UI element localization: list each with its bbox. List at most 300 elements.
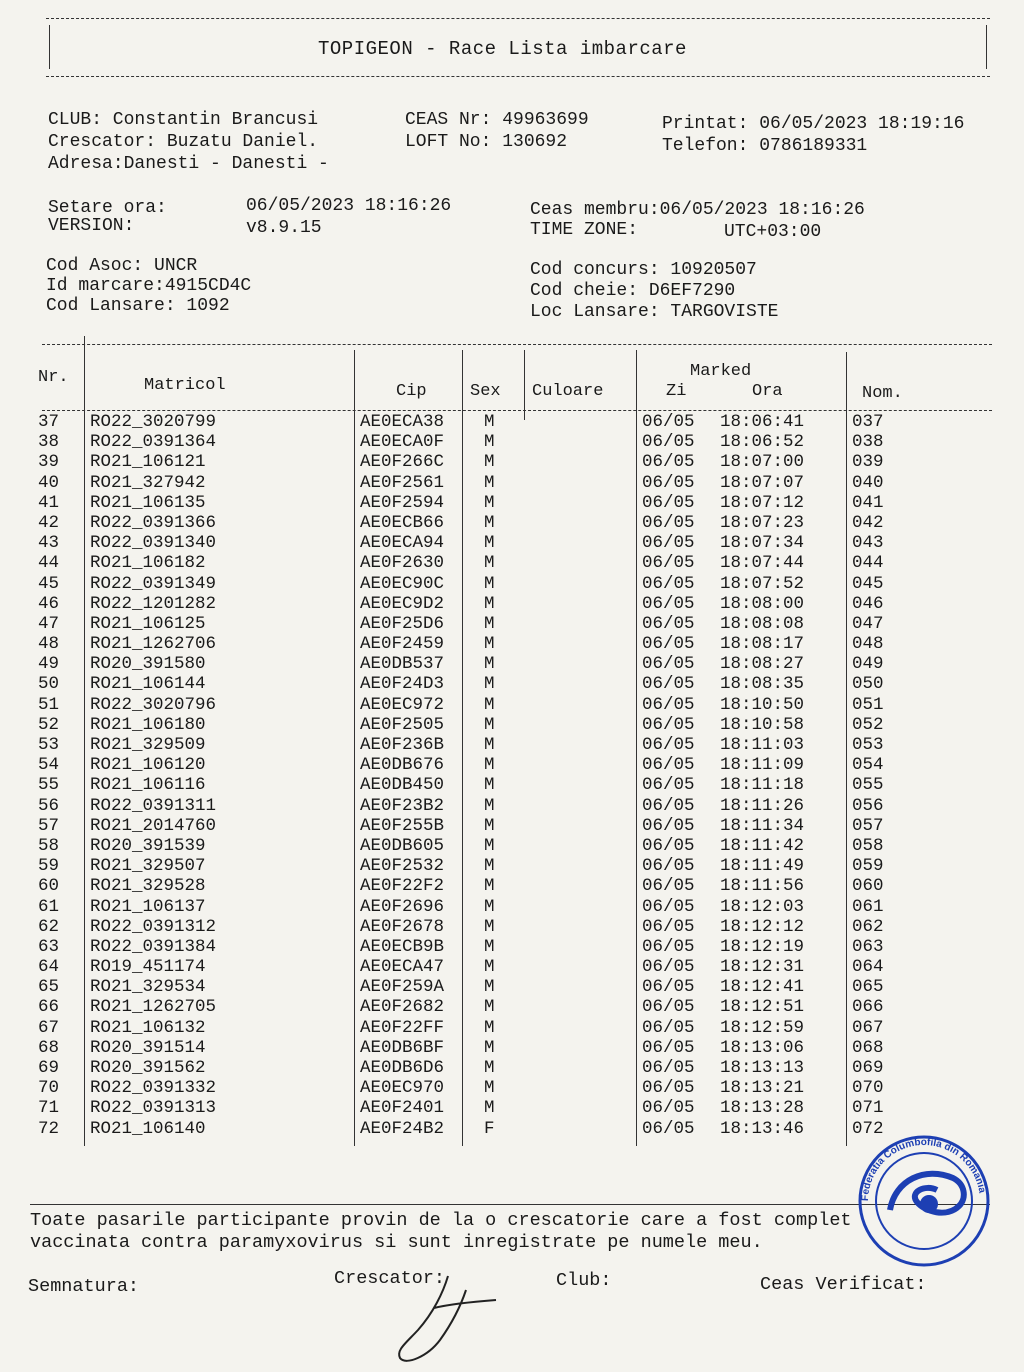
row-cip: AE0DB450 — [360, 775, 445, 796]
row-time: 18:12:19 — [720, 936, 805, 957]
row-sex: M — [484, 533, 495, 554]
row-nr: 64 — [38, 957, 60, 978]
row-nom: 042 — [852, 512, 884, 533]
row-day: 06/05 — [642, 694, 695, 715]
row-sex: M — [484, 492, 495, 513]
row-cip: AE0F2401 — [360, 1098, 445, 1119]
set-time-label: Setare ora: — [48, 198, 167, 218]
row-day: 06/05 — [642, 432, 695, 453]
row-day: 06/05 — [642, 1078, 695, 1099]
header-sex: Sex — [470, 382, 501, 401]
table-row — [34, 553, 994, 573]
release-location: Loc Lansare: TARGOVISTE — [530, 302, 779, 322]
row-matricol: RO21_329509 — [90, 735, 206, 755]
footer-rule — [30, 1204, 990, 1205]
row-day: 06/05 — [642, 1118, 695, 1139]
row-nr: 53 — [38, 735, 60, 755]
row-nr: 52 — [38, 714, 60, 735]
row-matricol: RO22_0391313 — [90, 1098, 217, 1119]
row-day: 06/05 — [642, 997, 695, 1018]
row-day: 06/05 — [642, 1058, 695, 1078]
row-matricol: RO20_391580 — [90, 654, 206, 675]
table-row — [34, 513, 994, 533]
row-sex: M — [484, 674, 495, 695]
row-nr: 39 — [38, 452, 60, 473]
table-row — [34, 715, 994, 735]
row-matricol: RO22_0391366 — [90, 512, 217, 533]
row-nr: 60 — [38, 876, 60, 897]
assoc-code: Cod Asoc: UNCR — [46, 256, 198, 276]
row-nr: 62 — [38, 916, 60, 937]
phone: Telefon: 0786189331 — [662, 136, 868, 156]
table-row — [34, 594, 994, 614]
row-nom: 049 — [852, 654, 884, 675]
row-matricol: RO22_0391332 — [90, 1078, 217, 1099]
row-nr: 47 — [38, 613, 60, 634]
table-row — [34, 917, 994, 937]
row-nr: 45 — [38, 573, 60, 594]
row-cip: AE0ECB66 — [360, 512, 445, 533]
table-row — [34, 977, 994, 997]
row-matricol: RO21_106121 — [90, 452, 206, 473]
row-nr: 48 — [38, 634, 60, 655]
row-day: 06/05 — [642, 977, 695, 998]
row-nom: 062 — [852, 916, 884, 937]
header-cip: Cip — [396, 382, 427, 401]
time-zone-label: TIME ZONE: — [530, 220, 639, 240]
row-matricol: RO22_0391349 — [90, 573, 217, 594]
row-matricol: RO21_327942 — [90, 472, 206, 493]
row-nr: 46 — [38, 593, 60, 614]
row-day: 06/05 — [642, 916, 695, 937]
row-nr: 68 — [38, 1037, 60, 1058]
row-sex: M — [484, 1058, 495, 1078]
row-cip: AE0F2561 — [360, 472, 445, 493]
row-matricol: RO22_0391312 — [90, 916, 217, 937]
row-day: 06/05 — [642, 1037, 695, 1058]
row-sex: M — [484, 815, 495, 836]
signature-label: Semnatura: — [28, 1276, 140, 1297]
row-sex: M — [484, 735, 495, 755]
row-matricol: RO21_106132 — [90, 1017, 206, 1038]
row-day: 06/05 — [642, 634, 695, 655]
row-time: 18:06:41 — [720, 412, 805, 432]
row-matricol: RO19_451174 — [90, 957, 206, 978]
row-matricol: RO20_391514 — [90, 1037, 206, 1058]
table-row — [34, 957, 994, 977]
club-signature-label: Club: — [556, 1270, 612, 1291]
table-row — [34, 876, 994, 896]
row-nom: 067 — [852, 1017, 884, 1038]
printed-date: Printat: 06/05/2023 18:19:16 — [662, 114, 965, 134]
row-day: 06/05 — [642, 573, 695, 594]
table-row — [34, 654, 994, 674]
table-row — [34, 1018, 994, 1038]
row-time: 18:13:13 — [720, 1058, 805, 1078]
pigeon-table — [34, 412, 994, 1139]
clock-number: CEAS Nr: 49963699 — [405, 110, 589, 130]
row-time: 18:10:50 — [720, 694, 805, 715]
row-matricol: RO21_329528 — [90, 876, 206, 897]
row-cip: AE0F255B — [360, 815, 445, 836]
row-day: 06/05 — [642, 512, 695, 533]
title-box-top — [46, 18, 990, 19]
row-nr: 54 — [38, 755, 60, 776]
row-sex: M — [484, 835, 495, 856]
row-cip: AE0EC90C — [360, 573, 445, 594]
row-matricol: RO22_0391384 — [90, 936, 217, 957]
row-nr: 63 — [38, 936, 60, 957]
row-time: 18:13:21 — [720, 1078, 805, 1099]
table-row — [34, 997, 994, 1017]
row-nr: 42 — [38, 512, 60, 533]
row-day: 06/05 — [642, 533, 695, 554]
row-matricol: RO22_3020799 — [90, 412, 217, 432]
row-time: 18:11:26 — [720, 795, 805, 816]
row-time: 18:11:42 — [720, 835, 805, 856]
row-nom: 038 — [852, 432, 884, 453]
row-sex: M — [484, 896, 495, 917]
row-cip: AE0F2678 — [360, 916, 445, 937]
row-sex: M — [484, 957, 495, 978]
table-row — [34, 897, 994, 917]
header-culoare: Culoare — [532, 382, 604, 401]
row-cip: AE0ECA0F — [360, 432, 445, 453]
row-nr: 61 — [38, 896, 60, 917]
row-matricol: RO22_0391311 — [90, 795, 217, 816]
row-nom: 065 — [852, 977, 884, 998]
row-nom: 040 — [852, 472, 884, 493]
row-nom: 039 — [852, 452, 884, 473]
table-row — [34, 755, 994, 775]
row-nr: 66 — [38, 997, 60, 1018]
row-day: 06/05 — [642, 876, 695, 897]
key-code: Cod cheie: D6EF7290 — [530, 281, 736, 301]
row-nom: 055 — [852, 775, 884, 796]
table-row — [34, 1078, 994, 1098]
row-matricol: RO22_0391364 — [90, 432, 217, 453]
breeder-signature-label: Crescator: — [334, 1268, 446, 1289]
row-nom: 048 — [852, 634, 884, 655]
row-nom: 046 — [852, 593, 884, 614]
row-matricol: RO20_391539 — [90, 835, 206, 856]
row-nr: 69 — [38, 1058, 60, 1078]
row-day: 06/05 — [642, 553, 695, 574]
table-row — [34, 775, 994, 795]
row-sex: M — [484, 977, 495, 998]
row-matricol: RO21_106120 — [90, 755, 206, 776]
row-day: 06/05 — [642, 1017, 695, 1038]
row-sex: M — [484, 997, 495, 1018]
marking-id: Id marcare:4915CD4C — [46, 276, 252, 296]
row-time: 18:06:52 — [720, 432, 805, 453]
row-nom: 043 — [852, 533, 884, 554]
col-sep-culoare — [524, 350, 525, 420]
title-box-bottom — [46, 76, 990, 77]
row-cip: AE0DB537 — [360, 654, 445, 675]
row-nom: 068 — [852, 1037, 884, 1058]
row-matricol: RO21_1262706 — [90, 634, 217, 655]
row-day: 06/05 — [642, 856, 695, 877]
row-cip: AE0F24D3 — [360, 674, 445, 695]
row-matricol: RO21_106140 — [90, 1118, 206, 1139]
row-time: 18:13:46 — [720, 1118, 805, 1139]
address: Adresa:Danesti - Danesti - — [48, 154, 329, 174]
table-row — [34, 634, 994, 654]
contest-code: Cod concurs: 10920507 — [530, 260, 757, 280]
breeder-name: Crescator: Buzatu Daniel. — [48, 132, 319, 152]
row-time: 18:08:35 — [720, 674, 805, 695]
row-time: 18:07:52 — [720, 573, 805, 594]
row-day: 06/05 — [642, 452, 695, 473]
row-nom: 044 — [852, 553, 884, 574]
table-top-rule — [42, 344, 992, 345]
row-time: 18:07:07 — [720, 472, 805, 493]
row-day: 06/05 — [642, 735, 695, 755]
header-matricol: Matricol — [144, 376, 226, 395]
row-day: 06/05 — [642, 957, 695, 978]
row-time: 18:13:06 — [720, 1037, 805, 1058]
row-sex: M — [484, 553, 495, 574]
row-time: 18:11:18 — [720, 775, 805, 796]
row-cip: AE0F236B — [360, 735, 445, 755]
row-day: 06/05 — [642, 775, 695, 796]
row-cip: AE0ECA38 — [360, 412, 445, 432]
row-sex: M — [484, 573, 495, 594]
row-cip: AE0DB676 — [360, 755, 445, 776]
row-nom: 061 — [852, 896, 884, 917]
row-day: 06/05 — [642, 795, 695, 816]
row-day: 06/05 — [642, 755, 695, 776]
row-nr: 59 — [38, 856, 60, 877]
row-matricol: RO22_3020796 — [90, 694, 217, 715]
row-day: 06/05 — [642, 674, 695, 695]
row-nr: 70 — [38, 1078, 60, 1099]
row-sex: M — [484, 452, 495, 473]
clock-verified-label: Ceas Verificat: — [760, 1274, 927, 1295]
row-cip: AE0ECA47 — [360, 957, 445, 978]
row-time: 18:07:00 — [720, 452, 805, 473]
release-code: Cod Lansare: 1092 — [46, 296, 230, 316]
version-label: VERSION: — [48, 216, 135, 236]
row-nom: 064 — [852, 957, 884, 978]
row-nr: 50 — [38, 674, 60, 695]
table-row — [34, 1098, 994, 1118]
row-nom: 069 — [852, 1058, 884, 1078]
table-row — [34, 1058, 994, 1078]
row-matricol: RO21_106180 — [90, 714, 206, 735]
row-day: 06/05 — [642, 654, 695, 675]
row-nom: 066 — [852, 997, 884, 1018]
row-nom: 047 — [852, 613, 884, 634]
page-title: TOPIGEON - Race Lista imbarcare — [318, 38, 687, 60]
row-cip: AE0F2682 — [360, 997, 445, 1018]
row-cip: AE0EC972 — [360, 694, 445, 715]
row-sex: M — [484, 432, 495, 453]
row-day: 06/05 — [642, 815, 695, 836]
row-nom: 052 — [852, 714, 884, 735]
table-row — [34, 452, 994, 472]
row-day: 06/05 — [642, 593, 695, 614]
handwritten-signature — [388, 1268, 508, 1368]
set-time-value: 06/05/2023 18:16:26 — [246, 196, 452, 216]
row-cip: AE0ECB9B — [360, 936, 445, 957]
table-row — [34, 1119, 994, 1139]
row-sex: M — [484, 472, 495, 493]
row-day: 06/05 — [642, 472, 695, 493]
row-nr: 58 — [38, 835, 60, 856]
row-time: 18:07:12 — [720, 492, 805, 513]
row-cip: AE0DB6BF — [360, 1037, 445, 1058]
row-sex: M — [484, 1078, 495, 1099]
row-time: 18:08:00 — [720, 593, 805, 614]
row-time: 18:12:12 — [720, 916, 805, 937]
row-cip: AE0F2532 — [360, 856, 445, 877]
row-nom: 051 — [852, 694, 884, 715]
row-time: 18:12:31 — [720, 957, 805, 978]
table-row — [34, 614, 994, 634]
row-sex: M — [484, 654, 495, 675]
row-sex: F — [484, 1118, 495, 1139]
row-sex: M — [484, 1017, 495, 1038]
row-matricol: RO21_329534 — [90, 977, 206, 998]
svg-text:Federatia Columbofila din Roma: Federatia Columbofila din Romania — [859, 1136, 988, 1202]
row-matricol: RO21_2014760 — [90, 815, 217, 836]
row-nom: 063 — [852, 936, 884, 957]
member-clock: Ceas membru:06/05/2023 18:16:26 — [530, 200, 865, 220]
row-matricol: RO21_106144 — [90, 674, 206, 695]
row-time: 18:13:28 — [720, 1098, 805, 1119]
table-row — [34, 816, 994, 836]
row-time: 18:12:59 — [720, 1017, 805, 1038]
row-time: 18:11:34 — [720, 815, 805, 836]
row-sex: M — [484, 755, 495, 776]
row-sex: M — [484, 856, 495, 877]
row-nom: 045 — [852, 573, 884, 594]
row-time: 18:12:41 — [720, 977, 805, 998]
row-nom: 050 — [852, 674, 884, 695]
row-day: 06/05 — [642, 835, 695, 856]
header-nom: Nom. — [862, 384, 903, 403]
row-time: 18:11:49 — [720, 856, 805, 877]
row-matricol: RO22_1201282 — [90, 593, 217, 614]
header-marked: Marked — [690, 362, 752, 381]
row-time: 18:11:09 — [720, 755, 805, 776]
row-cip: AE0EC9D2 — [360, 593, 445, 614]
row-matricol: RO21_1262705 — [90, 997, 217, 1018]
row-day: 06/05 — [642, 714, 695, 735]
row-sex: M — [484, 775, 495, 796]
row-nr: 71 — [38, 1098, 60, 1119]
row-matricol: RO21_106137 — [90, 896, 206, 917]
header-zi: Zi — [666, 382, 687, 401]
row-sex: M — [484, 412, 495, 432]
row-day: 06/05 — [642, 896, 695, 917]
row-nom: 070 — [852, 1078, 884, 1099]
row-time: 18:11:56 — [720, 876, 805, 897]
row-nom: 037 — [852, 412, 884, 432]
row-nr: 44 — [38, 553, 60, 574]
row-sex: M — [484, 694, 495, 715]
declaration-line-2: vaccinata contra paramyxovirus si sunt inregistrate pe numele meu. — [30, 1232, 763, 1253]
row-nr: 65 — [38, 977, 60, 998]
table-row — [34, 412, 994, 432]
row-nom: 059 — [852, 856, 884, 877]
row-nr: 40 — [38, 472, 60, 493]
row-time: 18:08:17 — [720, 634, 805, 655]
row-nr: 55 — [38, 775, 60, 796]
row-nr: 51 — [38, 694, 60, 715]
row-nom: 057 — [852, 815, 884, 836]
table-row — [34, 1038, 994, 1058]
row-nr: 37 — [38, 412, 60, 432]
table-row — [34, 574, 994, 594]
row-nr: 43 — [38, 533, 60, 554]
row-matricol: RO21_329507 — [90, 856, 206, 877]
row-nom: 054 — [852, 755, 884, 776]
row-nom: 058 — [852, 835, 884, 856]
row-nom: 053 — [852, 735, 884, 755]
row-nom: 041 — [852, 492, 884, 513]
row-matricol: RO20_391562 — [90, 1058, 206, 1078]
row-nr: 72 — [38, 1118, 60, 1139]
row-nom: 056 — [852, 795, 884, 816]
row-matricol: RO22_0391340 — [90, 533, 217, 554]
table-row — [34, 493, 994, 513]
table-row — [34, 674, 994, 694]
row-sex: M — [484, 593, 495, 614]
table-row — [34, 937, 994, 957]
round-stamp-icon — [855, 1132, 993, 1270]
row-time: 18:11:03 — [720, 735, 805, 755]
row-nom: 071 — [852, 1098, 884, 1119]
row-cip: AE0F259A — [360, 977, 445, 998]
row-time: 18:07:44 — [720, 553, 805, 574]
row-sex: M — [484, 876, 495, 897]
row-day: 06/05 — [642, 412, 695, 432]
row-day: 06/05 — [642, 613, 695, 634]
declaration-line-1: Toate pasarile participante provin de la o crescatorie care a fost complet — [30, 1210, 852, 1231]
table-row — [34, 836, 994, 856]
row-nr: 38 — [38, 432, 60, 453]
row-day: 06/05 — [642, 1098, 695, 1119]
table-row — [34, 695, 994, 715]
row-cip: AE0F2594 — [360, 492, 445, 513]
table-row — [34, 796, 994, 816]
row-cip: AE0F2505 — [360, 714, 445, 735]
row-nr: 67 — [38, 1017, 60, 1038]
row-nr: 49 — [38, 654, 60, 675]
row-day: 06/05 — [642, 936, 695, 957]
table-row — [34, 533, 994, 553]
row-nr: 57 — [38, 815, 60, 836]
row-time: 18:08:08 — [720, 613, 805, 634]
row-time: 18:12:03 — [720, 896, 805, 917]
row-matricol: RO21_106135 — [90, 492, 206, 513]
row-time: 18:08:27 — [720, 654, 805, 675]
row-sex: M — [484, 1037, 495, 1058]
row-cip: AE0F23B2 — [360, 795, 445, 816]
row-time: 18:07:23 — [720, 512, 805, 533]
row-time: 18:12:51 — [720, 997, 805, 1018]
row-sex: M — [484, 714, 495, 735]
row-nom: 072 — [852, 1118, 884, 1139]
time-zone-value: UTC+03:00 — [724, 222, 822, 242]
row-cip: AE0DB605 — [360, 835, 445, 856]
header-nr: Nr. — [38, 368, 69, 387]
row-matricol: RO21_106116 — [90, 775, 206, 796]
row-time: 18:10:58 — [720, 714, 805, 735]
